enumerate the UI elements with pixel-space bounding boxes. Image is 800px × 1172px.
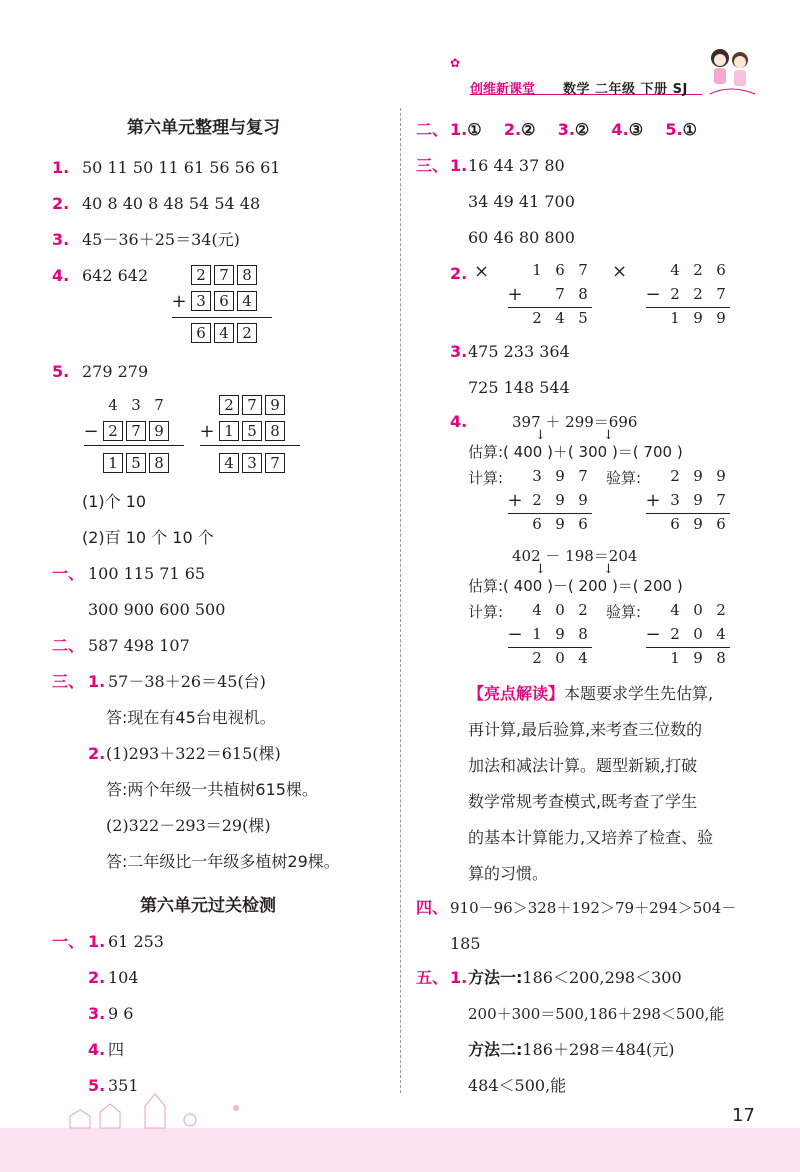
method2-text: 186＋298＝484(元): [522, 1040, 675, 1059]
r-part2-number: 二、: [416, 120, 449, 139]
q5-addition-calc: [198, 392, 288, 476]
q3-number: 3.: [52, 230, 70, 249]
calc-digit: 2: [670, 467, 680, 485]
r-part3-q4-number: 4.: [450, 412, 468, 431]
calc-digit: 9: [149, 421, 169, 441]
q4-answer: 642 642: [82, 266, 149, 285]
choice-number: 2.: [503, 120, 522, 139]
q4a-check: [644, 464, 734, 536]
wrong-mark-icon: ×: [612, 261, 628, 282]
calc-digit: 0: [693, 625, 703, 643]
choice-number: 1.: [450, 120, 468, 139]
calc-digit: 1: [670, 649, 680, 667]
calc-digit: 4: [108, 396, 118, 414]
calc-digit: 1: [670, 309, 680, 327]
choice-number: 5.: [665, 120, 683, 139]
calc-digit: 9: [578, 491, 588, 509]
part2-number: 二、: [52, 636, 85, 655]
method1-label: 方法一:: [468, 968, 523, 987]
test-q1-answer: 61 253: [108, 932, 164, 951]
calc-operator: −: [645, 283, 661, 305]
calc-digit: 7: [578, 467, 588, 485]
calc-digit: 9: [693, 467, 703, 485]
calc-digit: 7: [242, 395, 262, 415]
calc-line: [508, 513, 592, 514]
footer-band: [0, 1128, 800, 1172]
q4b-calc-label: 计算:: [468, 603, 504, 621]
calc-digit: 0: [693, 601, 703, 619]
calc-digit: 5: [242, 421, 262, 441]
calc-digit: 6: [670, 515, 680, 533]
calc-digit: 7: [555, 285, 565, 303]
page-number: 17: [732, 1105, 755, 1126]
calc-digit: 4: [555, 309, 565, 327]
calc-digit: 6: [555, 261, 565, 279]
part3-number: 三、: [52, 672, 85, 691]
r-part3-q1-row: 34 49 41 700: [468, 192, 575, 211]
calc-digit: 2: [237, 323, 257, 343]
calc-digit: 9: [693, 515, 703, 533]
calc-digit: 5: [578, 309, 588, 327]
down-arrow-icon: ↓: [535, 562, 546, 577]
calc-digit: 9: [693, 491, 703, 509]
r-part4-number: 四、: [416, 898, 449, 917]
calc-line: [508, 307, 592, 308]
town-illustration-icon: [60, 1090, 260, 1130]
highlight-line: 再计算,最后验算,来考查三位数的: [468, 720, 703, 739]
test-q5-answer: 351: [108, 1076, 139, 1095]
calc-digit: 1: [532, 261, 542, 279]
calc-digit: 7: [214, 265, 234, 285]
sparkle-icon: ✿: [450, 56, 461, 70]
method1-line2: 200＋300＝500,186＋298＜500,能: [468, 1005, 725, 1023]
choice-answer: ②: [521, 120, 536, 139]
choice-answer: ①: [682, 120, 697, 139]
choice-number: 4.: [611, 120, 629, 139]
calc-digit: 6: [214, 291, 234, 311]
down-arrow-icon: ↓: [603, 428, 614, 443]
highlight-line: 加法和减法计算。题型新颖,打破: [468, 756, 698, 775]
section-title-review: 第六单元整理与复习: [127, 118, 280, 138]
test-q2-number: 2.: [88, 968, 106, 987]
part3-q2-equation1: (1)293＋322＝615(棵): [106, 744, 281, 763]
q4a-calc: [506, 464, 596, 536]
calc-digit: 9: [716, 467, 726, 485]
r-part5-number: 五、: [416, 968, 449, 987]
calc-digit: 2: [532, 649, 542, 667]
calc-digit: 3: [532, 467, 542, 485]
calc-digit: 3: [670, 491, 680, 509]
calc-digit: 7: [154, 396, 164, 414]
calc-digit: 7: [126, 421, 146, 441]
r-q2-calc1: [506, 258, 596, 330]
choice-answer: ②: [574, 120, 590, 139]
part3-q2-answer2: 答:二年级比一年级多植树29棵。: [106, 852, 340, 871]
calc-digit: 3: [131, 396, 141, 414]
calc-digit: 2: [578, 601, 588, 619]
calc-digit: 9: [555, 467, 565, 485]
calc-digit: 1: [532, 625, 542, 643]
calc-digit: 7: [265, 453, 285, 473]
calc-digit: 1: [103, 453, 123, 473]
q4a-equation: 397 ＋ 299＝696: [512, 413, 638, 431]
calc-digit: 7: [716, 285, 726, 303]
section-title-test: 第六单元过关检测: [140, 896, 276, 916]
calc-digit: 8: [237, 265, 257, 285]
calc-digit: 2: [532, 309, 542, 327]
q5-subtraction-calc: [82, 392, 172, 476]
calc-digit: 7: [716, 491, 726, 509]
calc-operator: +: [199, 420, 215, 442]
choice-answer: ③: [628, 120, 644, 139]
calc-operator: +: [645, 489, 661, 511]
r-part2-answers: [450, 120, 697, 140]
part3-q1-equation: 57－38＋26＝45(台): [108, 672, 266, 691]
r-part4-line2: 185: [450, 934, 481, 953]
calc-digit: 4: [578, 649, 588, 667]
highlight-line: 算的习惯。: [468, 864, 549, 883]
test-q4-number: 4.: [88, 1040, 106, 1059]
calc-digit: 8: [716, 649, 726, 667]
calc-line: [172, 317, 272, 318]
part1-number: 一、: [52, 564, 85, 583]
calc-line: [646, 307, 730, 308]
calc-digit: 9: [693, 649, 703, 667]
part3-q2-number: 2.: [88, 744, 106, 763]
part3-q2-answer1: 答:两个年级一共植树615棵。: [106, 780, 318, 799]
calc-digit: 6: [532, 515, 542, 533]
calc-operator: +: [171, 290, 187, 312]
test-q4-answer: 四: [108, 1040, 125, 1059]
part3-q1-answer: 答:现在有45台电视机。: [106, 708, 276, 727]
calc-digit: 2: [219, 395, 239, 415]
calc-digit: 4: [219, 453, 239, 473]
q4-number: 4.: [52, 266, 70, 285]
part2-answer: 587 498 107: [88, 636, 190, 655]
header-info: 数学 二年级 下册 SJ: [563, 82, 688, 97]
calc-digit: 8: [265, 421, 285, 441]
calc-digit: 2: [693, 261, 703, 279]
calc-digit: 8: [149, 453, 169, 473]
q2-number: 2.: [52, 194, 70, 213]
calc-digit: [527, 284, 547, 304]
calc-digit: 2: [532, 491, 542, 509]
calc-digit: 2: [670, 285, 680, 303]
calc-digit: 2: [191, 265, 211, 285]
calc-digit: 2: [693, 285, 703, 303]
calc-digit: 6: [716, 261, 726, 279]
calc-digit: 2: [103, 421, 123, 441]
q5-part2: (2)百 10 个 10 个: [82, 528, 214, 547]
calc-digit: 9: [716, 309, 726, 327]
test-q3-number: 3.: [88, 1004, 106, 1023]
calc-digit: 9: [555, 491, 565, 509]
calc-line: [646, 513, 730, 514]
wrong-mark-icon: ×: [474, 261, 490, 282]
part1-line2: 300 900 600 500: [88, 600, 226, 619]
test-q3-answer: 9 6: [108, 1004, 134, 1023]
calc-digit: 4: [532, 601, 542, 619]
method1-text: 186＜200,298＜300: [522, 968, 682, 987]
calc-digit: 4: [237, 291, 257, 311]
calc-operator: −: [507, 623, 523, 645]
method2-line2: 484＜500,能: [468, 1076, 567, 1095]
r-part3-q3-row: 475 233 364: [468, 342, 570, 361]
r-part3-q3-number: 3.: [450, 342, 468, 361]
highlight-paragraph: [468, 684, 713, 704]
method1-line: [468, 968, 682, 988]
q2-answer: 40 8 40 8 48 54 54 48: [82, 194, 261, 213]
q4b-calc: [506, 598, 596, 670]
q1-answer: 50 11 50 11 61 56 56 61: [82, 158, 281, 177]
calc-digit: 3: [191, 291, 211, 311]
q4b-estimate: 估算:( 400 )－( 200 )＝( 200 ): [468, 577, 683, 595]
q1-number: 1.: [52, 158, 70, 177]
r-part4-line1: 910－96＞328＋192＞79＋294＞504－: [450, 899, 737, 917]
calc-digit: 6: [191, 323, 211, 343]
calc-digit: 0: [555, 601, 565, 619]
q4a-check-label: 验算:: [606, 469, 642, 487]
calc-operator: +: [507, 489, 523, 511]
calc-digit: 2: [670, 625, 680, 643]
r-part3-q2-number: 2.: [450, 264, 468, 283]
choice-answer: ①: [467, 120, 482, 139]
calc-digit: 9: [555, 625, 565, 643]
calc-digit: 4: [670, 261, 680, 279]
part3-q2-equation2: (2)322－293＝29(棵): [106, 816, 271, 835]
q3-answer: 45－36＋25＝34(元): [82, 230, 240, 249]
r-part3-number: 三、: [416, 156, 449, 175]
part1-line1: 100 115 71 65: [88, 564, 206, 583]
r-part5-q1-number: 1.: [450, 968, 468, 987]
q4-vertical-calc: [170, 262, 260, 346]
q5-part1: (1)个 10: [82, 492, 147, 511]
calc-digit: 6: [578, 515, 588, 533]
calc-line: [84, 445, 184, 446]
calc-digit: 4: [716, 625, 726, 643]
calc-digit: 2: [716, 601, 726, 619]
r-q2-calc2: [644, 258, 734, 330]
calc-operator: −: [645, 623, 661, 645]
calc-digit: 4: [670, 601, 680, 619]
calc-digit: 4: [214, 323, 234, 343]
kids-illustration-icon: [700, 44, 760, 100]
r-part3-q1-number: 1.: [450, 156, 468, 175]
r-part3-q3-row: 725 148 544: [468, 378, 570, 397]
header-brand: 创维新课堂: [470, 82, 536, 97]
part3-q1-number: 1.: [88, 672, 106, 691]
down-arrow-icon: ↓: [603, 562, 614, 577]
highlight-label: 【亮点解读】: [468, 684, 565, 703]
calc-digit: 0: [555, 649, 565, 667]
highlight-line: 的基本计算能力,又培养了检查、验: [468, 828, 714, 847]
q4a-estimate: 估算:( 400 )＋( 300 )＝( 700 ): [468, 443, 683, 461]
calc-operator: +: [507, 283, 523, 305]
calc-digit: 6: [716, 515, 726, 533]
r-part3-q1-row: 16 44 37 80: [468, 156, 565, 175]
q4b-check-label: 验算:: [606, 603, 642, 621]
test-q2-answer: 104: [108, 968, 139, 987]
calc-digit: 3: [242, 453, 262, 473]
test-q1-number: 1.: [88, 932, 106, 951]
calc-line: [508, 647, 592, 648]
r-part3-q1-row: 60 46 80 800: [468, 228, 575, 247]
test-q5-number: 5.: [88, 1076, 106, 1095]
calc-line: [646, 647, 730, 648]
method2-label: 方法二:: [468, 1040, 523, 1059]
calc-digit: 5: [126, 453, 146, 473]
q5-answer: 279 279: [82, 362, 149, 381]
calc-operator: −: [83, 420, 99, 442]
q4b-equation: 402 － 198＝204: [512, 547, 638, 565]
calc-digit: 9: [693, 309, 703, 327]
method2-line: [468, 1040, 675, 1060]
test-part-number: 一、: [52, 932, 85, 951]
calc-digit: 7: [578, 261, 588, 279]
q4a-calc-label: 计算:: [468, 469, 504, 487]
q4b-check: [644, 598, 734, 670]
calc-digit: 9: [265, 395, 285, 415]
calc-line: [200, 445, 300, 446]
highlight-line: 数学常规考查模式,既考查了学生: [468, 792, 698, 811]
highlight-line: 本题要求学生先估算,: [564, 684, 714, 703]
calc-digit: 1: [219, 421, 239, 441]
q5-number: 5.: [52, 362, 70, 381]
calc-digit: 8: [578, 285, 588, 303]
choice-number: 3.: [557, 120, 575, 139]
calc-digit: 9: [555, 515, 565, 533]
calc-digit: 8: [578, 625, 588, 643]
column-divider: [400, 108, 401, 1093]
down-arrow-icon: ↓: [535, 428, 546, 443]
